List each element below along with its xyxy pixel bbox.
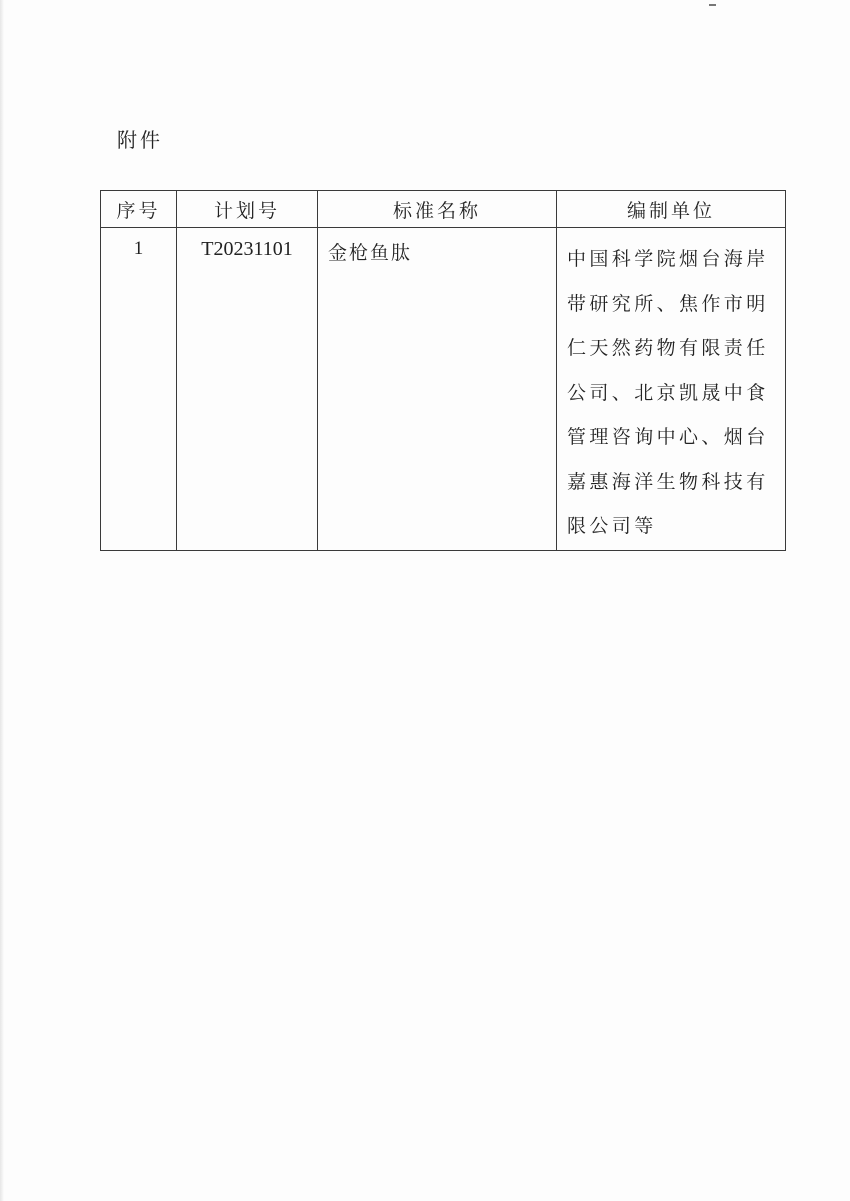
table-row: [101, 228, 786, 551]
header-drafting-unit: 编制单位: [557, 191, 786, 228]
cell-no: 1: [101, 228, 177, 551]
header-plan-no: 计划号: [177, 191, 318, 228]
header-standard-name: 标准名称: [318, 191, 557, 228]
attachment-label: 附件: [117, 128, 163, 152]
scan-mark: [709, 4, 716, 6]
cell-standard-name: 金枪鱼肽: [318, 228, 557, 551]
standards-plan-table: [100, 190, 786, 551]
table-header-row: [101, 191, 786, 228]
cell-plan-no: T20231101: [177, 228, 318, 551]
header-no: 序号: [101, 191, 177, 228]
cell-drafting-unit: 中国科学院烟台海岸带研究所、焦作市明仁天然药物有限责任公司、北京凯晟中食管理咨询中心、烟台嘉惠海洋生物科技有限公司等: [557, 228, 786, 551]
scan-edge-shadow: [0, 0, 4, 1201]
